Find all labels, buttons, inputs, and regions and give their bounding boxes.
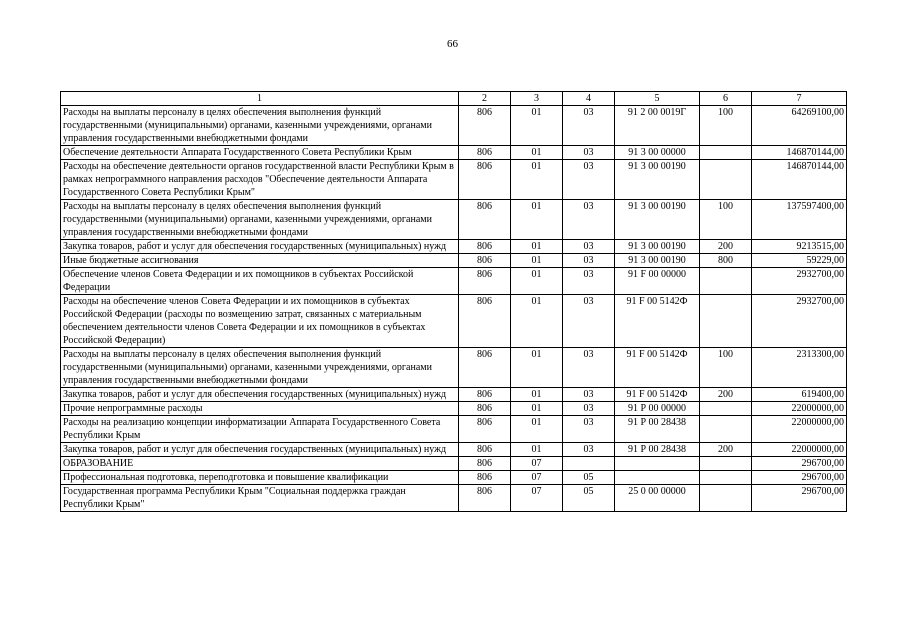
row-expense-type xyxy=(700,471,752,485)
table-row xyxy=(61,388,847,402)
row-name: Расходы на выплаты персоналу в целях обеспечения выполнения функций государственными (муниципальными) органами, казенными учреждениями, органами управления государственными внебюджетными фондами xyxy=(61,200,459,240)
table-row xyxy=(61,402,847,416)
row-section-code: 01 xyxy=(511,416,563,443)
table-row xyxy=(61,146,847,160)
row-subsection-code: 03 xyxy=(563,160,615,200)
row-amount: 619400,00 xyxy=(752,388,847,402)
row-section-code: 01 xyxy=(511,388,563,402)
row-expense-type xyxy=(700,485,752,512)
row-subsection-code: 03 xyxy=(563,388,615,402)
table-row xyxy=(61,160,847,200)
row-amount: 137597400,00 xyxy=(752,200,847,240)
page-number: 66 xyxy=(447,38,458,50)
row-name: Иные бюджетные ассигнования xyxy=(61,254,459,268)
row-ministry-code: 806 xyxy=(459,388,511,402)
row-section-code: 01 xyxy=(511,254,563,268)
row-name: Закупка товаров, работ и услуг для обеспечения государственных (муниципальных) нужд xyxy=(61,443,459,457)
row-target-code: 91 3 00 00190 xyxy=(615,254,700,268)
row-target-code: 91 2 00 0019Г xyxy=(615,106,700,146)
row-expense-type xyxy=(700,416,752,443)
row-expense-type: 200 xyxy=(700,443,752,457)
table-row xyxy=(61,106,847,146)
table-row xyxy=(61,240,847,254)
row-ministry-code: 806 xyxy=(459,402,511,416)
table-row xyxy=(61,443,847,457)
row-ministry-code: 806 xyxy=(459,348,511,388)
header-col-5: 5 xyxy=(615,92,700,106)
row-name: Профессиональная подготовка, переподготовка и повышение квалификации xyxy=(61,471,459,485)
row-section-code: 01 xyxy=(511,146,563,160)
row-expense-type: 100 xyxy=(700,106,752,146)
row-amount: 22000000,00 xyxy=(752,416,847,443)
header-col-4: 4 xyxy=(563,92,615,106)
row-target-code: 91 F 00 5142Ф xyxy=(615,295,700,348)
row-target-code: 91 F 00 00000 xyxy=(615,268,700,295)
row-amount: 2313300,00 xyxy=(752,348,847,388)
row-name: Обеспечение членов Совета Федерации и их помощников в субъектах Российской Федерации xyxy=(61,268,459,295)
row-name: Обеспечение деятельности Аппарата Государственного Совета Республики Крым xyxy=(61,146,459,160)
header-col-7: 7 xyxy=(752,92,847,106)
row-target-code: 25 0 00 00000 xyxy=(615,485,700,512)
row-subsection-code: 03 xyxy=(563,240,615,254)
row-target-code xyxy=(615,457,700,471)
row-expense-type xyxy=(700,457,752,471)
row-amount: 59229,00 xyxy=(752,254,847,268)
row-expense-type xyxy=(700,160,752,200)
table-row xyxy=(61,457,847,471)
row-name: Расходы на выплаты персоналу в целях обеспечения выполнения функций государственными (муниципальными) органами, казенными учреждениями, органами управления государственными внебюджетными фондами xyxy=(61,348,459,388)
table-row xyxy=(61,485,847,512)
row-target-code: 91 Р 00 00000 xyxy=(615,402,700,416)
row-section-code: 07 xyxy=(511,471,563,485)
row-amount: 2932700,00 xyxy=(752,268,847,295)
row-name: Прочие непрограммные расходы xyxy=(61,402,459,416)
row-section-code: 01 xyxy=(511,160,563,200)
row-name: Государственная программа Республики Крым "Социальная поддержка граждан Республики Крым" xyxy=(61,485,459,512)
row-target-code: 91 Р 00 28438 xyxy=(615,416,700,443)
row-target-code: 91 F 00 5142Ф xyxy=(615,348,700,388)
row-target-code xyxy=(615,471,700,485)
row-expense-type xyxy=(700,295,752,348)
row-name: Расходы на реализацию концепции информатизации Аппарата Государственного Совета Республики Крым xyxy=(61,416,459,443)
row-amount: 9213515,00 xyxy=(752,240,847,254)
row-ministry-code: 806 xyxy=(459,471,511,485)
row-name: Закупка товаров, работ и услуг для обеспечения государственных (муниципальных) нужд xyxy=(61,388,459,402)
row-section-code: 07 xyxy=(511,485,563,512)
table-row xyxy=(61,416,847,443)
row-target-code: 91 3 00 00190 xyxy=(615,200,700,240)
row-amount: 146870144,00 xyxy=(752,146,847,160)
table-row xyxy=(61,471,847,485)
row-target-code: 91 F 00 5142Ф xyxy=(615,388,700,402)
row-section-code: 01 xyxy=(511,106,563,146)
row-subsection-code: 03 xyxy=(563,295,615,348)
row-subsection-code: 05 xyxy=(563,471,615,485)
row-ministry-code: 806 xyxy=(459,254,511,268)
row-subsection-code: 03 xyxy=(563,416,615,443)
row-section-code: 01 xyxy=(511,295,563,348)
row-subsection-code: 03 xyxy=(563,200,615,240)
row-expense-type: 800 xyxy=(700,254,752,268)
table-row xyxy=(61,268,847,295)
row-amount: 22000000,00 xyxy=(752,443,847,457)
row-name: Закупка товаров, работ и услуг для обеспечения государственных (муниципальных) нужд xyxy=(61,240,459,254)
row-section-code: 01 xyxy=(511,348,563,388)
row-target-code: 91 3 00 00000 xyxy=(615,146,700,160)
row-ministry-code: 806 xyxy=(459,240,511,254)
row-subsection-code: 03 xyxy=(563,443,615,457)
row-name: Расходы на обеспечение членов Совета Федерации и их помощников в субъектах Российской Федерации (расходы по возмещению затрат, связанных с материальным обеспечением деятельности членов Совета Федерации и их помощников в субъектах Российской Федерации) xyxy=(61,295,459,348)
row-expense-type xyxy=(700,268,752,295)
row-expense-type: 200 xyxy=(700,388,752,402)
row-section-code: 07 xyxy=(511,457,563,471)
table-header-row xyxy=(61,92,847,106)
row-ministry-code: 806 xyxy=(459,457,511,471)
row-ministry-code: 806 xyxy=(459,200,511,240)
row-ministry-code: 806 xyxy=(459,295,511,348)
row-subsection-code xyxy=(563,457,615,471)
row-subsection-code: 03 xyxy=(563,402,615,416)
header-col-6: 6 xyxy=(700,92,752,106)
row-ministry-code: 806 xyxy=(459,443,511,457)
row-ministry-code: 806 xyxy=(459,268,511,295)
row-ministry-code: 806 xyxy=(459,485,511,512)
row-amount: 296700,00 xyxy=(752,457,847,471)
table-row xyxy=(61,295,847,348)
table-row xyxy=(61,348,847,388)
row-ministry-code: 806 xyxy=(459,160,511,200)
budget-table xyxy=(60,91,847,512)
row-section-code: 01 xyxy=(511,200,563,240)
row-expense-type: 200 xyxy=(700,240,752,254)
row-amount: 296700,00 xyxy=(752,485,847,512)
row-target-code: 91 3 00 00190 xyxy=(615,160,700,200)
row-target-code: 91 Р 00 28438 xyxy=(615,443,700,457)
row-name: ОБРАЗОВАНИЕ xyxy=(61,457,459,471)
row-name: Расходы на выплаты персоналу в целях обеспечения выполнения функций государственными (муниципальными) органами, казенными учреждениями, органами управления государственными внебюджетными фондами xyxy=(61,106,459,146)
row-amount: 146870144,00 xyxy=(752,160,847,200)
row-subsection-code: 03 xyxy=(563,268,615,295)
row-ministry-code: 806 xyxy=(459,106,511,146)
row-subsection-code: 03 xyxy=(563,254,615,268)
row-subsection-code: 03 xyxy=(563,106,615,146)
row-target-code: 91 3 00 00190 xyxy=(615,240,700,254)
table-row xyxy=(61,254,847,268)
row-section-code: 01 xyxy=(511,443,563,457)
row-amount: 64269100,00 xyxy=(752,106,847,146)
row-section-code: 01 xyxy=(511,402,563,416)
row-section-code: 01 xyxy=(511,268,563,295)
row-expense-type: 100 xyxy=(700,200,752,240)
row-expense-type xyxy=(700,146,752,160)
header-col-3: 3 xyxy=(511,92,563,106)
table-row xyxy=(61,200,847,240)
row-amount: 2932700,00 xyxy=(752,295,847,348)
row-section-code: 01 xyxy=(511,240,563,254)
row-amount: 22000000,00 xyxy=(752,402,847,416)
row-subsection-code: 03 xyxy=(563,348,615,388)
row-expense-type: 100 xyxy=(700,348,752,388)
row-ministry-code: 806 xyxy=(459,416,511,443)
header-col-1: 1 xyxy=(61,92,459,106)
row-subsection-code: 05 xyxy=(563,485,615,512)
row-expense-type xyxy=(700,402,752,416)
header-col-2: 2 xyxy=(459,92,511,106)
row-subsection-code: 03 xyxy=(563,146,615,160)
row-amount: 296700,00 xyxy=(752,471,847,485)
row-ministry-code: 806 xyxy=(459,146,511,160)
row-name: Расходы на обеспечение деятельности органов государственной власти Республики Крым в рамках непрограммного направления расходов "Обеспечение деятельности Аппарата Государственного Совета Республики Крым" xyxy=(61,160,459,200)
